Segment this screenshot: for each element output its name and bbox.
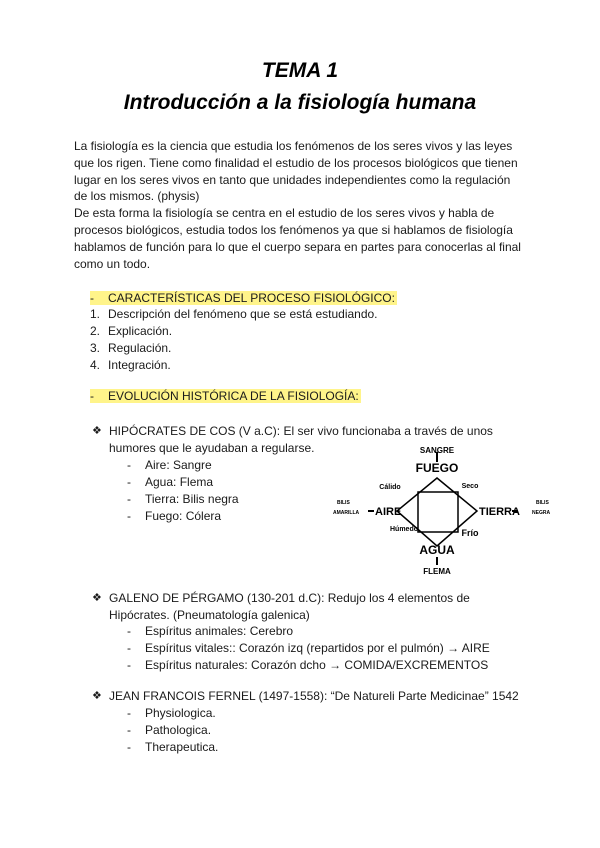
intro-line: La fisiología es la ciencia que estudia los fenómenos de los seres vivos y las leyes <box>74 139 513 153</box>
label-bilis-amarilla-2: AMARILLA <box>333 510 360 516</box>
inner-square-shape <box>418 492 458 532</box>
bullet-text-line: HIPÓCRATES DE COS (V a.C): El ser vivo funcionaba a través de unos <box>109 424 493 438</box>
label-bilis-negra-2: NEGRA <box>532 510 551 516</box>
intro-line: como un todo. <box>74 256 151 271</box>
list-item: - Aire: Sangre <box>127 458 212 472</box>
intro-line: De esta forma la fisiología se centra en el estudio de los seres vivos y habla de <box>74 206 495 221</box>
list-item: - Pathologica. <box>127 723 212 737</box>
intro-line: lugar en los seres vivos en tanto que unidades independientes como la regulación <box>74 172 511 187</box>
section-heading-text: EVOLUCIÓN HISTÓRICA DE LA FISIOLOGÍA: <box>108 389 359 403</box>
list-item: 4. Integración. <box>90 358 171 372</box>
bullet-text-line: humores que le ayudaban a regularse. <box>109 441 315 455</box>
bullet-text-line: JEAN FRANCOIS FERNEL (1497-1558): “De Natureli Parte Medicinae” 1542 <box>109 689 519 703</box>
fernel-parts-list <box>127 705 218 756</box>
label-bilis-amarilla-1: BILIS <box>337 500 350 506</box>
intro-paragraph <box>74 138 544 272</box>
list-item: 1. Descripción del fenómeno que se está estudiando. <box>90 307 378 321</box>
label-bilis-negra-1: BILIS <box>536 500 549 506</box>
diamond-bullet-icon: ❖ <box>92 425 102 437</box>
bullet-fernel <box>92 688 519 705</box>
bullet-text-line: GALENO DE PÉRGAMO (130-201 d.C): Redujo los 4 elementos de <box>109 591 470 605</box>
intro-line: procesos biológicos, estudia todos los fenómenos ya que si hablamos de fisiología <box>74 222 513 237</box>
label-aire: AIRE <box>375 506 402 518</box>
list-item: - Espíritus animales: Cerebro <box>127 624 294 638</box>
label-calido: Cálido <box>379 484 401 491</box>
intro-line: que los rigen. Tiene como finalidad el estudio de los procesos biológicos que tienen <box>74 155 518 170</box>
hipocrates-humors-list <box>127 457 239 525</box>
page-title: TEMA 1 <box>261 59 339 82</box>
bullet-text-line: Hipócrates. (Pneumatología galenica) <box>109 608 310 622</box>
four-humors-diagram <box>332 440 562 580</box>
label-fuego: FUEGO <box>415 461 459 475</box>
list-item: 2. Explicación. <box>90 324 173 338</box>
section-heading-text: CARACTERÍSTICAS DEL PROCESO FISIOLÓGICO: <box>108 291 395 305</box>
list-item: - Tierra: Bilis negra <box>127 492 239 506</box>
label-sangre: SANGRE <box>419 446 455 455</box>
list-item: - Espíritus naturales: Corazón dcho → COMIDA/EXCREMENTOS <box>127 658 489 672</box>
list-item: - Physiologica. <box>127 706 216 720</box>
list-item: - Espíritus vitales:: Corazón izq (repartidos por el pulmón) → AIRE <box>127 641 490 655</box>
list-item: - Fuego: Cólera <box>127 509 222 523</box>
page-subtitle: Introducción a la fisiología humana <box>123 91 477 114</box>
section-dash: - <box>90 291 94 305</box>
list-item: - Therapeutica. <box>127 740 219 754</box>
intro-line: de los mismos. (physis) <box>74 189 200 204</box>
section-heading-evolucion <box>90 389 361 404</box>
section-dash: - <box>90 389 94 403</box>
section-heading-caracteristicas <box>90 291 397 306</box>
label-flema: FLEMA <box>423 567 451 576</box>
bullet-galeno <box>92 590 470 624</box>
list-item: 3. Regulación. <box>90 341 172 355</box>
intro-line: hablamos de función para lo que el cuerpo separa en partes para conocerlas al final <box>74 239 521 254</box>
label-humedo: Húmedo <box>390 526 418 533</box>
label-tierra: TIERRA <box>479 506 520 518</box>
label-seco: Seco <box>461 483 479 490</box>
diamond-bullet-icon: ❖ <box>92 592 102 604</box>
diamond-bullet-icon: ❖ <box>92 690 102 702</box>
list-item: - Agua: Flema <box>127 475 214 489</box>
label-agua: AGUA <box>419 543 455 557</box>
characteristics-list <box>90 306 378 374</box>
label-frio: Frío <box>461 528 479 538</box>
galeno-spirits-list <box>127 623 490 674</box>
